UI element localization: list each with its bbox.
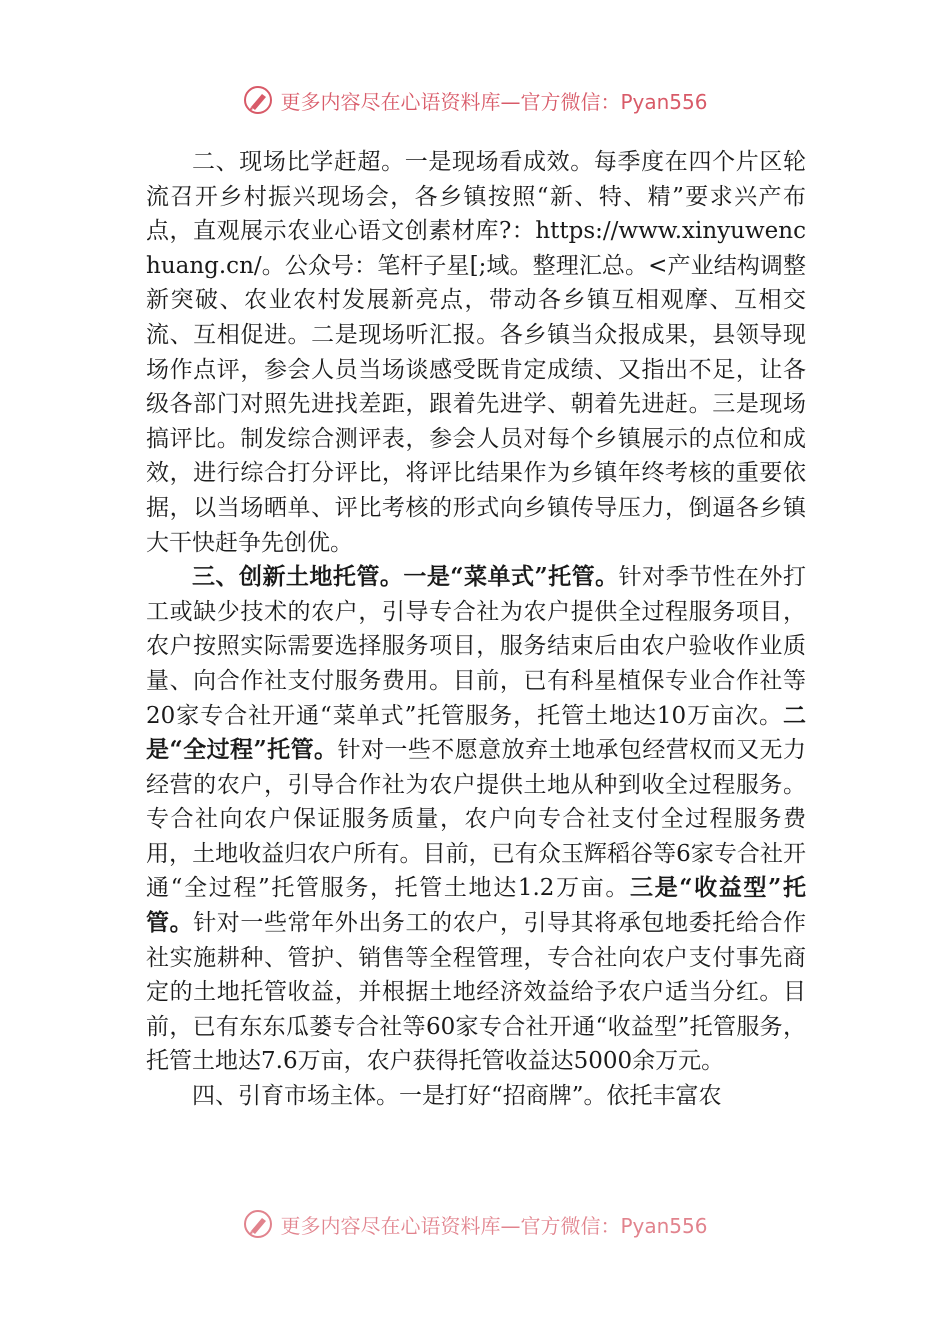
paragraph-section-2 — [146, 145, 806, 560]
text-segment: 针对一些常年外出务工的农户，引导其将承包地委托给合作社实施耕种、管护、销售等全程管理，专合社向农户支付事先商定的土地托管收益，并根据土地经济效益给予农户适当分红。目前，已有东东瓜蒌专合社等60家专合社开通“收益型”托管服务，托管土地达7.6万亩，农户获得托管收益达5000余万元。 — [146, 910, 806, 1075]
header-watermark — [0, 84, 950, 116]
pen-nib-logo-icon — [242, 1208, 274, 1240]
text-segment: 针对一些不愿意放弃土地承包经营权而又无力经营的农户，引导合作社为农户提供土地从种到收全过程服务。专合社向农户保证服务质量，农户向专合社支付全过程服务费用，土地收益归农户所有。目前，已有众玉辉稻谷等6家专合社开通“全过程”托管服务，托管土地达1.2万亩。 — [146, 737, 806, 902]
text-segment: 针对季节性在外打工或缺少技术的农户，引导专合社为农户提供全过程服务项目，农户按照实际需要选择服务项目，服务结束后由农户验收作业质量、向合作社支付服务费用。目前，已有科星植保专业合作社等20家专合社开通“菜单式”托管服务，托管土地达10万亩次。 — [146, 564, 806, 729]
paragraph-section-4 — [146, 1079, 806, 1114]
watermark-text: 更多内容尽在心语资料库—官方微信：Pyan556 — [280, 89, 708, 114]
subsection-heading: 三是“收益型”托管。 — [146, 874, 806, 937]
footer-watermark — [0, 1208, 950, 1240]
pen-nib-logo-icon — [242, 84, 274, 116]
section-heading: 三、创新土地托管。一是“菜单式”托管。 — [192, 563, 619, 591]
watermark-text: 更多内容尽在心语资料库—官方微信：Pyan556 — [280, 1213, 708, 1238]
paragraph-section-3 — [146, 560, 806, 1079]
subsection-heading: 二是“全过程”托管。 — [146, 701, 806, 764]
text-segment: 二、现场比学赶超。一是现场看成效。每季度在四个片区轮流召开乡村振兴现场会，各乡镇按照“新、特、精”要求兴产布点，直观展示农业心语文创素材库?：https://www.xinyuwenchuang.cn/。公众号：笔杆子星[;域。整理汇总。<产业结构调整新突破、农业农村发展新亮点，带动各乡镇互相观摩、互相交流、互相促进。二是现场听汇报。各乡镇当众报成果，县领导现场作点评，参会人员当场谈感受既肯定成绩、又指出不足，让各级各部门对照先进找差距，跟着先进学、朝着先进赶。三是现场搞评比。制发综合测评表，参会人员对每个乡镇展示的点位和成效，进行综合打分评比，将评比结果作为乡镇年终考核的重要依据，以当场晒单、评比考核的形式向乡镇传导压力，倒逼各乡镇大干快赶争先创优。 — [146, 149, 806, 556]
text-segment: 四、引育市场主体。一是打好“招商牌”。依托丰富农 — [192, 1083, 722, 1110]
document-body — [146, 145, 806, 1205]
